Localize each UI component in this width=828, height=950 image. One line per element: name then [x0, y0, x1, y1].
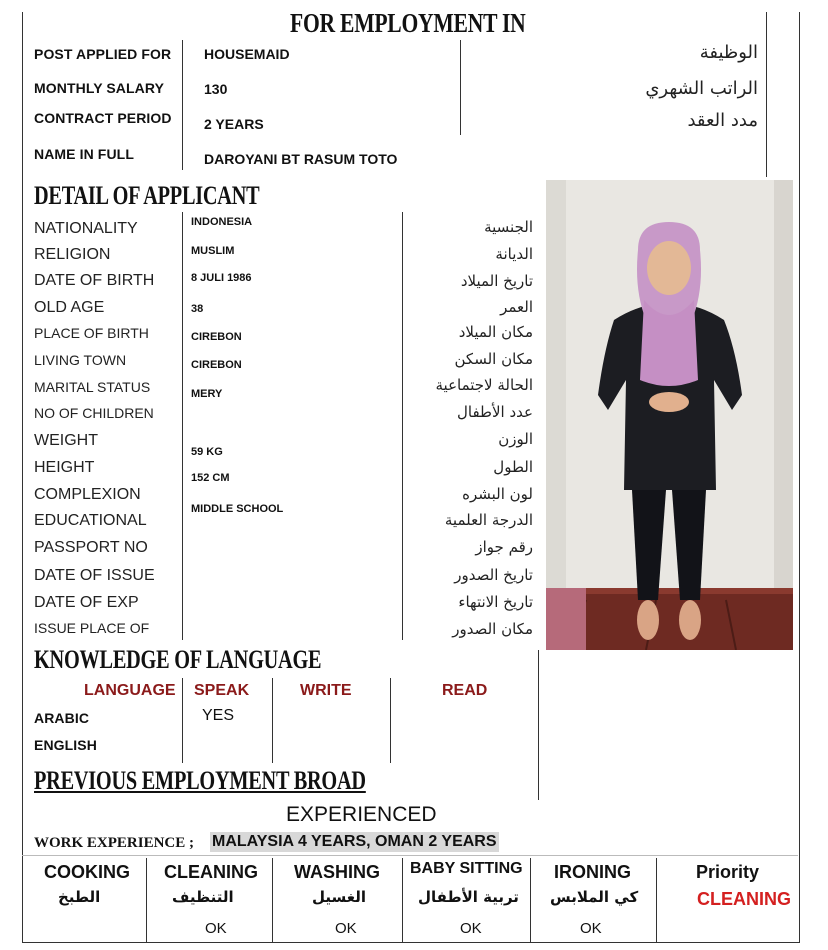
skills-divider-1 — [146, 858, 147, 942]
priority-label: Priority — [696, 862, 760, 882]
applicant-label-marital-status: MARITAL STATUS — [34, 379, 151, 395]
work-experience-value: MALAYSIA 4 YEARS, OMAN 2 YEARS — [212, 833, 497, 850]
applicant-arabic-complexion: لون البشره — [462, 485, 533, 503]
skill-baby-sitting: BABY SITTING — [410, 860, 523, 877]
applicant-arabic-living-town: مكان السكن — [454, 350, 533, 368]
language-row-arabic: ARABIC — [34, 710, 90, 726]
applicant-arabic-no-of-children: عدد الأطفال — [457, 403, 533, 421]
applicant-arabic-religion: الديانة — [495, 245, 533, 263]
language-divider-4 — [538, 650, 539, 800]
applicant-label-living-town: LIVING TOWN — [34, 352, 127, 368]
salary-arabic: الراتب الشهري — [645, 78, 758, 99]
experience-status: EXPERIENCED — [286, 803, 437, 826]
name-label: NAME IN FULL — [34, 146, 134, 162]
post-divider-3 — [766, 12, 767, 177]
applicant-arabic-place-of-birth: مكان الميلاد — [458, 323, 533, 341]
applicant-value-nationality: INDONESIA — [191, 216, 253, 228]
applicant-label-date-of-birth: DATE OF BIRTH — [34, 272, 155, 289]
skills-divider-4 — [530, 858, 531, 942]
skill-washing: WASHING — [294, 862, 381, 882]
contract-label: CONTRACT PERIOD — [34, 110, 172, 126]
applicant-value-place-of-birth: CIREBON — [191, 331, 242, 343]
skill-ironing: IRONING — [554, 862, 632, 882]
language-row-english: ENGLISH — [34, 737, 97, 753]
language-col-header: LANGUAGE — [84, 682, 176, 699]
employment-heading: PREVIOUS EMPLOYMENT BROAD — [34, 766, 366, 795]
applicant-label-issue-place-of: ISSUE PLACE OF — [34, 620, 150, 636]
applicant-value-height: 152 CM — [191, 472, 230, 484]
applicant-label-educational: EDUCATIONAL — [34, 512, 147, 529]
applicant-label-old-age: OLD AGE — [34, 299, 105, 316]
skill-cleaning-arabic: التنظيف — [172, 888, 234, 906]
applicant-label-complexion: COMPLEXION — [34, 486, 141, 503]
skills-divider-2 — [272, 858, 273, 942]
skill-baby-sitting-arabic: تربية الأطفال — [418, 888, 519, 906]
applicant-value-religion: MUSLIM — [191, 245, 235, 257]
applicant-divider-2 — [402, 212, 403, 640]
applicant-value-educational: MIDDLE SCHOOL — [191, 503, 284, 515]
applicant-value-date-of-birth: 8 JULI 1986 — [191, 272, 252, 284]
applicant-label-date-of-exp: DATE OF EXP — [34, 594, 139, 611]
applicant-value-old-age: 38 — [191, 303, 204, 315]
skills-divider-5 — [656, 858, 657, 942]
salary-label: MONTHLY SALARY — [34, 80, 165, 96]
arabic-speak: YES — [202, 707, 235, 724]
applicant-label-nationality: NATIONALITY — [34, 220, 138, 237]
language-heading: KNOWLEDGE OF LANGUAGE — [34, 645, 322, 674]
read-col-header: READ — [442, 682, 488, 699]
applicant-arabic-nationality: الجنسية — [484, 218, 533, 236]
skill-washing-status: OK — [335, 920, 357, 937]
post-divider-1 — [182, 40, 183, 170]
applicant-value-living-town: CIREBON — [191, 359, 242, 371]
skill-ironing-status: OK — [580, 920, 602, 937]
language-divider-1 — [182, 678, 183, 763]
name-value: DAROYANI BT RASUM TOTO — [204, 151, 398, 167]
write-col-header: WRITE — [300, 682, 352, 699]
skill-ironing-arabic: كي الملابس — [550, 888, 639, 906]
speak-col-header: SPEAK — [194, 682, 250, 699]
skills-top-line — [22, 855, 798, 856]
post-arabic: الوظيفة — [699, 42, 758, 63]
applicant-label-religion: RELIGION — [34, 246, 111, 263]
applicant-value-weight: 59 KG — [191, 446, 223, 458]
applicant-label-height: HEIGHT — [34, 459, 95, 476]
applicant-arabic-date-of-birth: تاريخ الميلاد — [460, 272, 533, 290]
skill-cleaning: CLEANING — [164, 862, 258, 882]
post-value: HOUSEMAID — [204, 46, 290, 62]
priority-value: CLEANING — [697, 889, 791, 909]
contract-arabic: مدد العقد — [687, 110, 758, 131]
applicant-label-place-of-birth: PLACE OF BIRTH — [34, 325, 149, 341]
applicant-label-passport-no: PASSPORT NO — [34, 539, 148, 556]
post-label: POST APPLIED FOR — [34, 46, 172, 62]
applicant-arabic-weight: الوزن — [498, 430, 533, 448]
applicant-photo — [546, 180, 793, 650]
skill-cooking: COOKING — [44, 862, 131, 882]
applicant-arabic-date-of-exp: تاريخ الانتهاء — [458, 593, 533, 611]
skill-cooking-arabic: الطبخ — [58, 888, 101, 906]
applicant-label-date-of-issue: DATE OF ISSUE — [34, 567, 155, 584]
applicant-arabic-date-of-issue: تاريخ الصدور — [454, 566, 533, 584]
work-experience-label: WORK EXPERIENCE ; — [34, 835, 195, 851]
contract-value: 2 YEARS — [204, 116, 264, 132]
applicant-label-weight: WEIGHT — [34, 432, 98, 449]
applicant-arabic-height: الطول — [493, 458, 533, 476]
applicant-value-marital-status: MERY — [191, 388, 223, 400]
post-divider-2 — [460, 40, 461, 135]
language-divider-2 — [272, 678, 273, 763]
skill-baby-sitting-status: OK — [460, 920, 482, 937]
applicant-arabic-old-age: العمر — [500, 298, 533, 316]
applicant-heading: DETAIL OF APPLICANT — [34, 181, 260, 210]
applicant-arabic-educational: الدرجة العلمية — [444, 511, 533, 529]
applicant-arabic-passport-no: رقم جواز — [475, 538, 533, 556]
skills-divider-3 — [402, 858, 403, 942]
salary-value: 130 — [204, 81, 228, 97]
applicant-arabic-issue-place-of: مكان الصدور — [452, 620, 533, 638]
page-title: FOR EMPLOYMENT IN — [290, 8, 526, 38]
language-divider-3 — [390, 678, 391, 763]
skill-washing-arabic: الغسيل — [312, 888, 367, 906]
applicant-divider-1 — [182, 212, 183, 640]
skill-cleaning-status: OK — [205, 920, 227, 937]
applicant-label-no-of-children: NO OF CHILDREN — [34, 405, 154, 421]
applicant-arabic-marital-status: الحالة لاجتماعية — [435, 376, 533, 394]
